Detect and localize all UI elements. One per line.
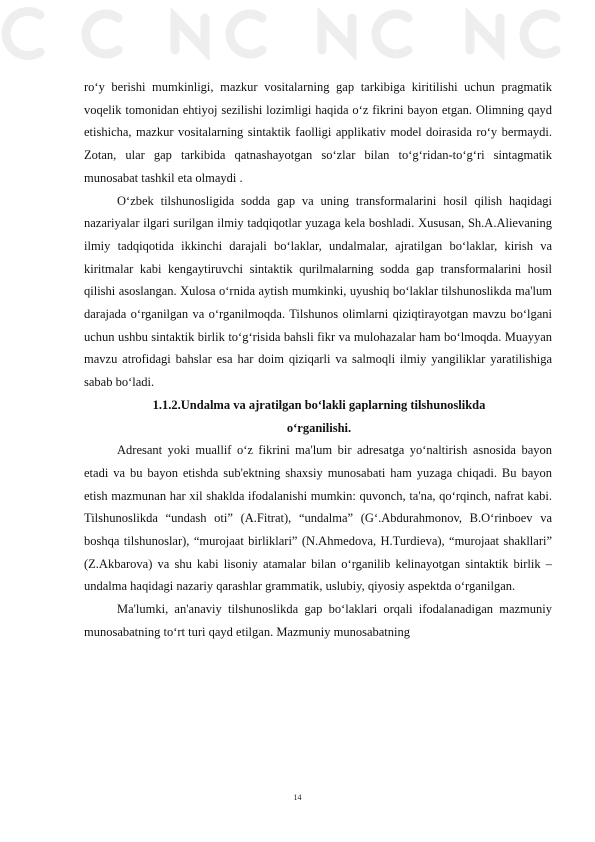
section-heading-line-2: o‘rganilishi. [286, 420, 352, 435]
section-heading-line-1: 1.1.2.Undalma va ajratilgan bo‘lakli gaplarning tilshunoslikda [152, 397, 486, 412]
paragraph-continuation: ro‘y berishi mumkinligi, mazkur vositalarning gap tarkibiga kiritilishi uchun pragmatik voqelik tomonidan ehtiyoj sezilishi lozimligi haqida o‘z fikrini bayon etgan. Olimning qayd etishicha, mazkur vositalarning sintaktik faolligi applikativ model doirasida ro‘y bermaydi. Zotan, ular gap tarkibida qatnashayotgan so‘zlar bilan to‘g‘ridan-to‘g‘ri sintagmatik munosabat tashkil eta olmaydi . [84, 80, 552, 185]
paragraph-adresant: Adresant yoki muallif o‘z fikrini ma'lum bir adresatga yo‘naltirish asnosida bayon etadi va bu bayon etishda sub'ektning shaxsiy munosabati ham yuzaga chiqadi. Bu bayon etish mazmunan har xil shaklda ifodalanishi mumkin: quvonch, ta'na, qo‘rqinch, nafrat kabi. Tilshunoslikda “undash oti” (A.Fitrat), “undalma” (G‘.Abdurahmonov, B.O‘rinboev va boshqa tilshunoslar), “murojaat birliklari” (N.Ahmedova, H.Turdieva), “murojaat shakllari” (Z.Akbarova) va shu kabi lisoniy atamalar bilan o‘rganilib kelinayotgan sintaktik birlik – undalma haqidagi nazariy qarashlar grammatik, uslubiy, qiyosiy aspektda o‘rganilgan. [84, 443, 552, 594]
paragraph-traditional-linguistics: Ma'lumki, an'anaviy tilshunoslikda gap bo‘laklari orqali ifodalanadigan mazmuniy munosabatning to‘rt turi qayd etilgan. Mazmuniy munosabatning [84, 602, 552, 639]
section-heading [84, 394, 552, 439]
page-number: 14 [293, 793, 302, 802]
watermark-logo [0, 0, 595, 60]
paragraph-uzbek-linguistics: O‘zbek tilshunosligida sodda gap va uning transformalarini hosil qilish haqidagi nazariyalar ilgari surilgan ilmiy tadqiqotlar yuzaga kela boshladi. Xususan, Sh.A.Alievaning ilmiy tadqiqotida ikkinchi darajali bo‘laklar, undalmalar, ajratilgan bo‘laklar, kirish va kiritmalar kabi kengaytiruvchi sintaktik qurilmalarning sodda gap transformalarini hosil qilishi asoslangan. Xulosa o‘rnida aytish mumkinki, uyushiq bo‘laklar tilshunoslikda ma'lum darajada o‘rganilgan va o‘rganilmoqda. Tilshunos olimlarni qiziqtirayotgan mavzu bo‘lgani uchun ushbu sintaktik birlik to‘g‘risida bahsli fikr va mulohazalar ham bo‘lmoqda. Muayyan mavzu atrofidagi bahslar esa har doim qiziqarli va salmoqli ilmiy yangiliklar yaratilishiga sabab bo‘ladi. [84, 193, 552, 390]
page-body [84, 76, 552, 644]
